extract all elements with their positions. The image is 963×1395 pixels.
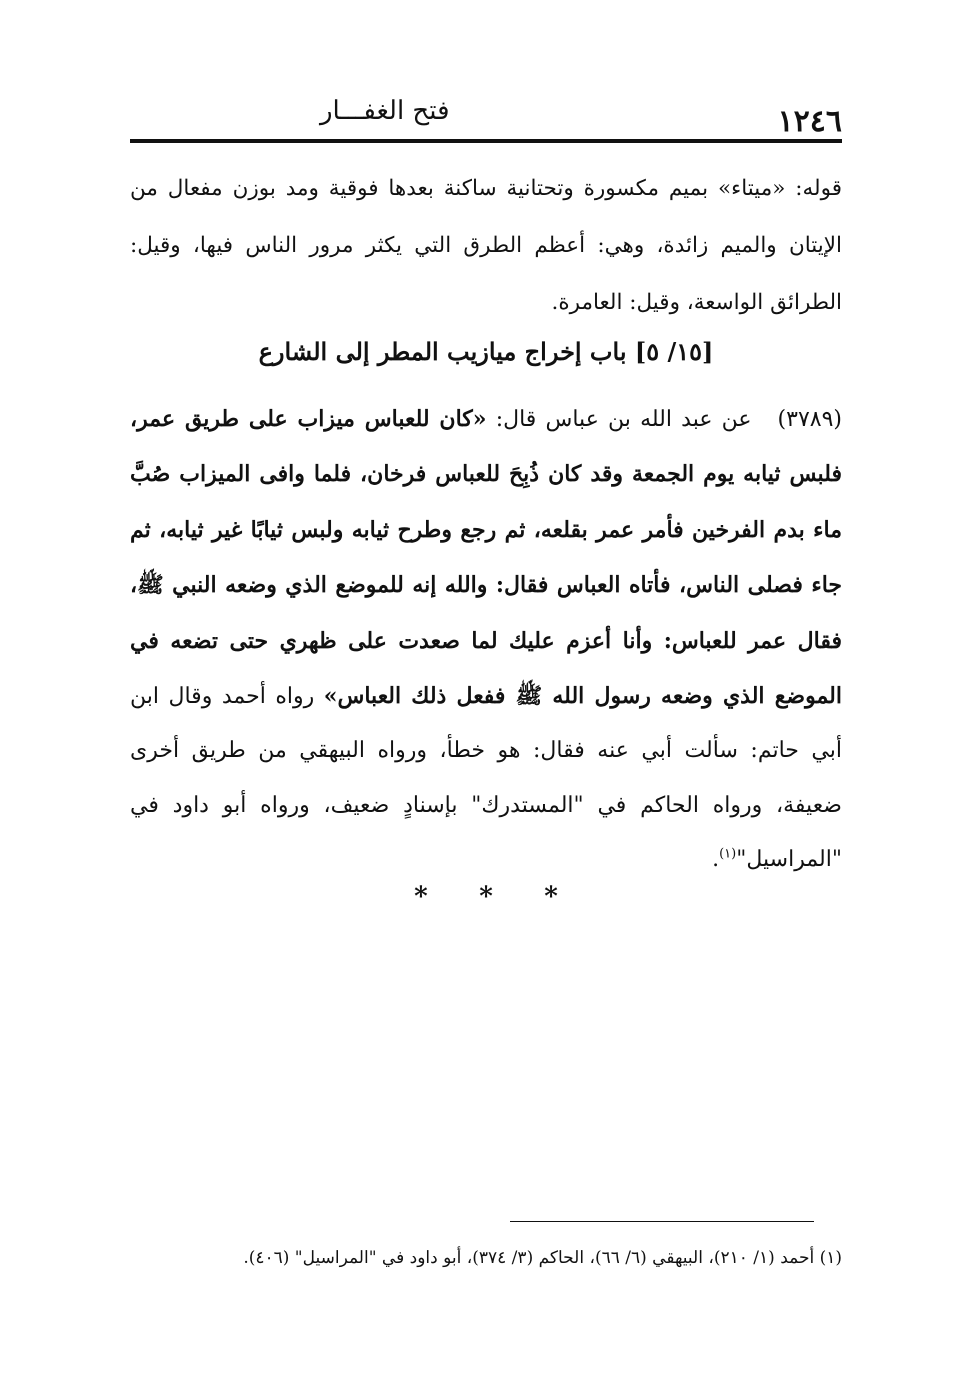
hadith-intro: عن عبد الله بن عباس قال:	[486, 407, 752, 432]
hadith-commentary: رواه أحمد وقال ابن أبي حاتم: سألت أبي عنه فقال: هو خطأ، ورواه البيهقي من طريق أخرى ضعيفة، ورواه الحاكم في "المستدرك" بإسنادٍ ضعيف، ورواه أبو داود في "المراسيل"	[130, 684, 842, 873]
book-title: فتح الغفـــار	[320, 96, 450, 126]
intro-paragraph: قوله: «ميتاء» بميم مكسورة وتحتانية ساكنة بعدها فوقية ومد بوزن مفعال من الإيتان والميم زائدة، وهي: أعظم الطرق التي يكثر مرور الناس فيها، وقيل: الطرائق الواسعة، وقيل: العامرة.	[130, 176, 842, 315]
separator-star: *	[479, 882, 493, 912]
footnote-rule	[510, 1221, 814, 1222]
hadith-body: «كان للعباس ميزاب على طريق عمر، فلبس ثيابه يوم الجمعة وقد كان ذُبِحَ للعباس فرخان، فلما وافى الميزاب صُبَّ ماء بدم الفرخين فأمر عمر بقلعه، ثم رجع وطرح ثيابه ولبس ثيابًا غير ثيابه، ثم جاء فصلى الناس، فأتاه العباس فقال: والله إنه للموضع الذي وضعه النبي ﷺ، فقال عمر للعباس: وأنا أعزم عليك لما صعدت على ظهري حتى تضعه في الموضع الذي وضعه رسول الله ﷺ ففعل ذلك العباس»	[130, 406, 842, 710]
section-heading: [١٥/ ٥] باب إخراج ميازيب المطر إلى الشارع	[258, 337, 714, 366]
section-separator	[130, 882, 842, 922]
hadith-paragraph	[130, 392, 842, 888]
separator-star: *	[414, 882, 428, 912]
page-number: ١٢٤٦	[777, 104, 842, 139]
footnote-reference: (١)	[719, 846, 737, 862]
hadith-end: .	[712, 847, 720, 873]
hadith-number: (٣٧٨٩)	[777, 407, 842, 432]
separator-star: *	[544, 882, 558, 912]
header-rule	[130, 139, 842, 143]
footnote: (١) أحمد (١/ ٢١٠)، البيهقي (٦/ ٦٦)، الحاكم (٣/ ٣٧٤)، أبو داود في "المراسيل" (٤٠٦).	[243, 1248, 842, 1268]
